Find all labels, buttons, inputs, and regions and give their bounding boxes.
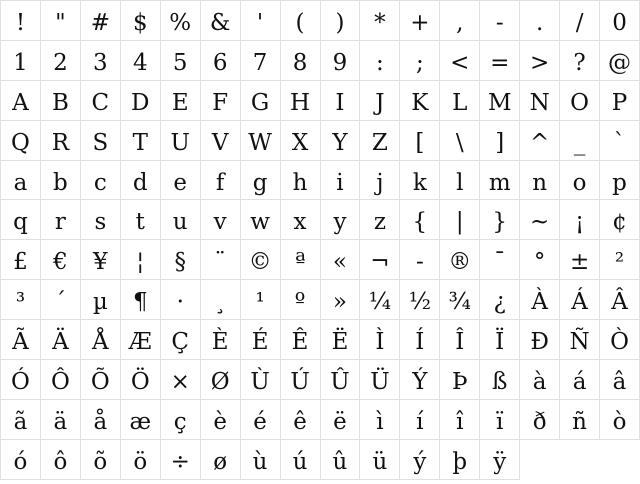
glyph-cell[interactable]: ¹ xyxy=(241,280,281,320)
glyph-cell[interactable]: n xyxy=(520,161,560,201)
glyph-cell[interactable]: \ xyxy=(440,121,480,161)
glyph-cell[interactable]: e xyxy=(161,161,201,201)
glyph-cell[interactable]: ï xyxy=(480,400,520,440)
glyph-cell[interactable]: $ xyxy=(121,1,161,41)
glyph-cell[interactable]: " xyxy=(41,1,81,41)
glyph-cell[interactable]: ì xyxy=(360,400,400,440)
glyph-cell[interactable]: · xyxy=(161,280,201,320)
glyph-cell[interactable]: å xyxy=(81,400,121,440)
glyph-cell[interactable]: * xyxy=(360,1,400,41)
glyph-cell[interactable]: # xyxy=(81,1,121,41)
empty-cell xyxy=(520,440,560,480)
glyph-cell[interactable]: P xyxy=(600,81,640,121)
glyph-cell[interactable]: / xyxy=(560,1,600,41)
glyph-cell[interactable]: Ë xyxy=(321,320,361,360)
glyph-cell[interactable]: w xyxy=(241,200,281,240)
glyph-cell[interactable]: : xyxy=(360,41,400,81)
glyph-cell[interactable]: É xyxy=(241,320,281,360)
glyph-cell[interactable]: ¿ xyxy=(480,280,520,320)
glyph-cell[interactable]: d xyxy=(121,161,161,201)
glyph-cell[interactable]: ^ xyxy=(520,121,560,161)
glyph-cell[interactable]: Ó xyxy=(1,360,41,400)
glyph-cell[interactable]: î xyxy=(440,400,480,440)
glyph-cell[interactable]: × xyxy=(161,360,201,400)
glyph-cell[interactable]: ¬ xyxy=(360,240,400,280)
glyph-cell[interactable]: V xyxy=(201,121,241,161)
glyph-cell[interactable]: ) xyxy=(321,1,361,41)
glyph-cell[interactable]: l xyxy=(440,161,480,201)
glyph-cell[interactable]: º xyxy=(281,280,321,320)
glyph-cell[interactable]: é xyxy=(241,400,281,440)
glyph-cell[interactable]: S xyxy=(81,121,121,161)
glyph-cell[interactable]: ¾ xyxy=(440,280,480,320)
glyph-cell[interactable]: ¨ xyxy=(201,240,241,280)
empty-cell xyxy=(600,440,640,480)
glyph-cell[interactable]: ½ xyxy=(400,280,440,320)
glyph-cell[interactable]: Ô xyxy=(41,360,81,400)
glyph-cell[interactable]: Y xyxy=(321,121,361,161)
glyph-cell[interactable]: Ç xyxy=(161,320,201,360)
glyph-cell[interactable]: « xyxy=(321,240,361,280)
glyph-cell[interactable]: ô xyxy=(41,440,81,480)
glyph-cell[interactable]: | xyxy=(440,200,480,240)
glyph-cell[interactable]: b xyxy=(41,161,81,201)
glyph-cell[interactable]: 5 xyxy=(161,41,201,81)
glyph-cell[interactable]: L xyxy=(440,81,480,121)
glyph-cell[interactable]: Ï xyxy=(480,320,520,360)
glyph-cell[interactable]: , xyxy=(440,1,480,41)
glyph-cell[interactable]: ] xyxy=(480,121,520,161)
glyph-cell[interactable]: ' xyxy=(241,1,281,41)
glyph-cell[interactable]: o xyxy=(560,161,600,201)
glyph-cell[interactable]: - xyxy=(400,240,440,280)
glyph-cell[interactable]: _ xyxy=(560,121,600,161)
glyph-cell[interactable]: D xyxy=(121,81,161,121)
glyph-cell[interactable]: â xyxy=(600,360,640,400)
glyph-cell[interactable]: í xyxy=(400,400,440,440)
glyph-cell[interactable]: B xyxy=(41,81,81,121)
glyph-cell[interactable]: E xyxy=(161,81,201,121)
glyph-cell[interactable]: Ñ xyxy=(560,320,600,360)
glyph-cell[interactable]: I xyxy=(321,81,361,121)
glyph-cell[interactable]: ë xyxy=(321,400,361,440)
glyph-cell[interactable]: ~ xyxy=(520,200,560,240)
glyph-cell[interactable]: G xyxy=(241,81,281,121)
glyph-cell[interactable]: Ð xyxy=(520,320,560,360)
glyph-cell[interactable]: £ xyxy=(1,240,41,280)
glyph-cell[interactable]: 4 xyxy=(121,41,161,81)
glyph-cell[interactable]: û xyxy=(321,440,361,480)
glyph-cell[interactable]: Ì xyxy=(360,320,400,360)
glyph-cell[interactable]: - xyxy=(480,1,520,41)
glyph-cell[interactable]: A xyxy=(1,81,41,121)
glyph-cell[interactable]: ¦ xyxy=(121,240,161,280)
glyph-cell[interactable]: Ê xyxy=(281,320,321,360)
glyph-cell[interactable]: v xyxy=(201,200,241,240)
glyph-cell[interactable]: } xyxy=(480,200,520,240)
glyph-cell[interactable]: O xyxy=(560,81,600,121)
glyph-cell[interactable]: f xyxy=(201,161,241,201)
glyph-cell[interactable]: Ò xyxy=(600,320,640,360)
glyph-cell[interactable]: ê xyxy=(281,400,321,440)
glyph-cell[interactable]: p xyxy=(600,161,640,201)
glyph-cell[interactable]: À xyxy=(520,280,560,320)
glyph-cell[interactable]: æ xyxy=(121,400,161,440)
glyph-cell[interactable]: 3 xyxy=(81,41,121,81)
glyph-cell[interactable]: 7 xyxy=(241,41,281,81)
glyph-cell[interactable]: 0 xyxy=(600,1,640,41)
glyph-cell[interactable]: ¶ xyxy=(121,280,161,320)
glyph-cell[interactable]: 8 xyxy=(281,41,321,81)
glyph-cell[interactable]: Î xyxy=(440,320,480,360)
glyph-cell[interactable]: à xyxy=(520,360,560,400)
glyph-cell[interactable]: Å xyxy=(81,320,121,360)
glyph-cell[interactable]: ò xyxy=(600,400,640,440)
glyph-cell[interactable]: è xyxy=(201,400,241,440)
glyph-cell[interactable]: F xyxy=(201,81,241,121)
glyph-cell[interactable]: ú xyxy=(281,440,321,480)
glyph-cell[interactable]: ã xyxy=(1,400,41,440)
glyph-cell[interactable]: ø xyxy=(201,440,241,480)
glyph-cell[interactable]: K xyxy=(400,81,440,121)
glyph-cell[interactable]: q xyxy=(1,200,41,240)
glyph-cell[interactable]: » xyxy=(321,280,361,320)
glyph-cell[interactable]: C xyxy=(81,81,121,121)
glyph-cell[interactable]: T xyxy=(121,121,161,161)
glyph-cell[interactable]: + xyxy=(400,1,440,41)
glyph-cell[interactable]: m xyxy=(480,161,520,201)
glyph-cell[interactable]: µ xyxy=(81,280,121,320)
glyph-cell[interactable]: > xyxy=(520,41,560,81)
glyph-cell[interactable]: i xyxy=(321,161,361,201)
glyph-cell[interactable]: ; xyxy=(400,41,440,81)
glyph-cell[interactable]: ª xyxy=(281,240,321,280)
glyph-cell[interactable]: Õ xyxy=(81,360,121,400)
glyph-cell[interactable]: ` xyxy=(600,121,640,161)
glyph-cell[interactable]: & xyxy=(201,1,241,41)
glyph-cell[interactable]: þ xyxy=(440,440,480,480)
glyph-cell[interactable]: ¢ xyxy=(600,200,640,240)
glyph-cell[interactable]: h xyxy=(281,161,321,201)
glyph-cell[interactable]: [ xyxy=(400,121,440,161)
glyph-cell[interactable]: k xyxy=(400,161,440,201)
empty-cell xyxy=(560,440,600,480)
glyph-cell[interactable]: Á xyxy=(560,280,600,320)
glyph-cell[interactable]: 9 xyxy=(321,41,361,81)
glyph-cell[interactable]: ¯ xyxy=(480,240,520,280)
glyph-cell[interactable]: x xyxy=(281,200,321,240)
glyph-cell[interactable]: ³ xyxy=(1,280,41,320)
glyph-cell[interactable]: ý xyxy=(400,440,440,480)
glyph-cell[interactable]: < xyxy=(440,41,480,81)
glyph-cell[interactable]: = xyxy=(480,41,520,81)
glyph-cell[interactable]: . xyxy=(520,1,560,41)
glyph-cell[interactable]: ( xyxy=(281,1,321,41)
glyph-cell[interactable]: @ xyxy=(600,41,640,81)
glyph-cell[interactable]: © xyxy=(241,240,281,280)
glyph-cell[interactable]: 6 xyxy=(201,41,241,81)
glyph-cell[interactable]: ± xyxy=(560,240,600,280)
glyph-cell[interactable]: ö xyxy=(121,440,161,480)
glyph-cell[interactable]: ÿ xyxy=(480,440,520,480)
glyph-cell[interactable]: z xyxy=(360,200,400,240)
glyph-cell[interactable]: ð xyxy=(520,400,560,440)
glyph-cell[interactable]: € xyxy=(41,240,81,280)
glyph-cell[interactable]: ó xyxy=(1,440,41,480)
glyph-cell[interactable]: X xyxy=(281,121,321,161)
glyph-cell[interactable]: õ xyxy=(81,440,121,480)
glyph-cell[interactable]: ÷ xyxy=(161,440,201,480)
glyph-cell[interactable]: J xyxy=(360,81,400,121)
glyph-cell[interactable]: § xyxy=(161,240,201,280)
glyph-cell[interactable]: g xyxy=(241,161,281,201)
glyph-cell[interactable]: ñ xyxy=(560,400,600,440)
glyph-cell[interactable]: Þ xyxy=(440,360,480,400)
glyph-cell[interactable]: { xyxy=(400,200,440,240)
glyph-cell[interactable]: Ù xyxy=(241,360,281,400)
glyph-cell[interactable]: ä xyxy=(41,400,81,440)
glyph-cell[interactable]: Ã xyxy=(1,320,41,360)
glyph-cell[interactable]: M xyxy=(480,81,520,121)
glyph-cell[interactable]: ´ xyxy=(41,280,81,320)
glyph-cell[interactable]: y xyxy=(321,200,361,240)
glyph-cell[interactable]: ¸ xyxy=(201,280,241,320)
glyph-cell[interactable]: ù xyxy=(241,440,281,480)
glyph-cell[interactable]: Ø xyxy=(201,360,241,400)
glyph-cell[interactable]: ? xyxy=(560,41,600,81)
glyph-cell[interactable]: Q xyxy=(1,121,41,161)
glyph-cell[interactable]: c xyxy=(81,161,121,201)
glyph-cell[interactable]: W xyxy=(241,121,281,161)
glyph-cell[interactable]: ¥ xyxy=(81,240,121,280)
glyph-cell[interactable]: t xyxy=(121,200,161,240)
glyph-cell[interactable]: ° xyxy=(520,240,560,280)
glyph-cell[interactable]: Í xyxy=(400,320,440,360)
glyph-cell[interactable]: u xyxy=(161,200,201,240)
glyph-cell[interactable]: 2 xyxy=(41,41,81,81)
glyph-cell[interactable]: Ä xyxy=(41,320,81,360)
glyph-cell[interactable]: R xyxy=(41,121,81,161)
glyph-cell[interactable]: Æ xyxy=(121,320,161,360)
glyph-cell[interactable]: ¼ xyxy=(360,280,400,320)
glyph-cell[interactable]: r xyxy=(41,200,81,240)
glyph-cell[interactable]: Z xyxy=(360,121,400,161)
glyph-cell[interactable]: ! xyxy=(1,1,41,41)
glyph-cell[interactable]: ü xyxy=(360,440,400,480)
glyph-cell[interactable]: ß xyxy=(480,360,520,400)
glyph-cell[interactable]: Ý xyxy=(400,360,440,400)
glyph-cell[interactable]: % xyxy=(161,1,201,41)
glyph-cell[interactable]: ¡ xyxy=(560,200,600,240)
glyph-cell[interactable]: Ü xyxy=(360,360,400,400)
glyph-cell[interactable]: á xyxy=(560,360,600,400)
glyph-cell[interactable]: Û xyxy=(321,360,361,400)
glyph-cell[interactable]: Ú xyxy=(281,360,321,400)
glyph-cell[interactable]: ® xyxy=(440,240,480,280)
glyph-cell[interactable]: 1 xyxy=(1,41,41,81)
glyph-cell[interactable]: Ö xyxy=(121,360,161,400)
glyph-cell[interactable]: H xyxy=(281,81,321,121)
glyph-cell[interactable]: a xyxy=(1,161,41,201)
glyph-cell[interactable]: È xyxy=(201,320,241,360)
glyph-cell[interactable]: N xyxy=(520,81,560,121)
glyph-cell[interactable]: Â xyxy=(600,280,640,320)
glyph-cell[interactable]: ² xyxy=(600,240,640,280)
glyph-cell[interactable]: ç xyxy=(161,400,201,440)
glyph-cell[interactable]: s xyxy=(81,200,121,240)
glyph-cell[interactable]: j xyxy=(360,161,400,201)
glyph-cell[interactable]: U xyxy=(161,121,201,161)
